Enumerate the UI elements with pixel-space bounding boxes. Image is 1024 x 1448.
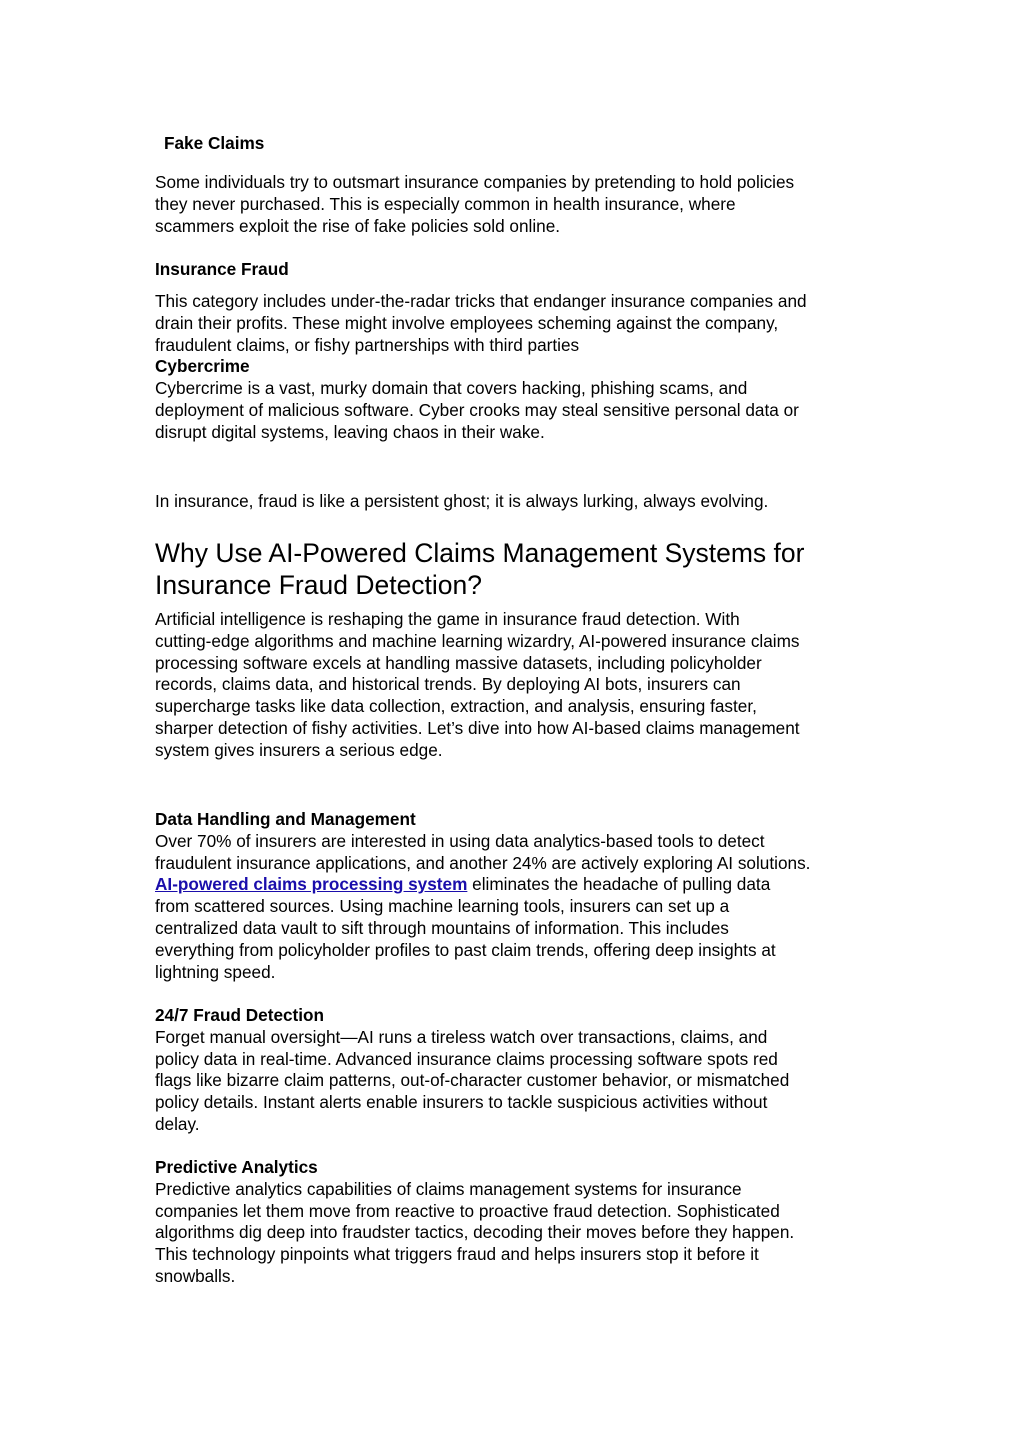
heading-line: Insurance Fraud Detection? — [155, 569, 483, 600]
data-handling-section — [155, 809, 810, 983]
paragraph-line: Cybercrime is a vast, murky domain that covers hacking, phishing scams, and — [155, 378, 748, 399]
paragraph-line: cutting-edge algorithms and machine learning wizardry, AI-powered insurance claims — [155, 630, 800, 651]
paragraph-line: This category includes under-the-radar tricks that endanger insurance companies and — [155, 291, 807, 311]
paragraph-line: companies let them move from reactive to proactive fraud detection. Sophisticated — [155, 1200, 780, 1221]
paragraph-line: centralized data vault to sift through mountains of information. This includes — [155, 917, 729, 938]
paragraph-line: fraudulent insurance applications, and another 24% are actively exploring AI solutions. — [155, 852, 811, 873]
paragraph-line: Artificial intelligence is reshaping the game in insurance fraud detection. With — [155, 609, 740, 629]
section-heading: Cybercrime — [155, 356, 250, 377]
paragraph-line: everything from policyholder profiles to past claim trends, offering deep insights at — [155, 939, 776, 960]
section-heading: Fake Claims — [164, 133, 265, 153]
section-heading: Predictive Analytics — [155, 1157, 318, 1177]
section-heading: 24/7 Fraud Detection — [155, 1005, 325, 1025]
paragraph-line: In insurance, fraud is like a persistent ghost; it is always lurking, always evolving. — [155, 491, 769, 511]
paragraph-line: snowballs. — [155, 1265, 236, 1286]
paragraph-line: flags like bizarre claim patterns, out-of-character customer behavior, or mismatched — [155, 1070, 790, 1091]
paragraph-line: scammers exploit the rise of fake policies sold online. — [155, 215, 561, 236]
paragraph-line: Predictive analytics capabilities of claims management systems for insurance — [155, 1178, 742, 1199]
paragraph-line: delay. — [155, 1113, 200, 1134]
paragraph-line: records, claims data, and historical trends. By deploying AI bots, insurers can — [155, 674, 741, 695]
paragraph-line: they never purchased. This is especially common in health insurance, where — [155, 193, 736, 214]
section-heading: Insurance Fraud — [155, 259, 289, 279]
paragraph-line: sharper detection of fishy activities. Let’s dive into how AI-based claims management — [155, 717, 800, 738]
insurance-fraud-heading — [155, 259, 289, 281]
fraud-detection-section — [155, 1005, 789, 1136]
paragraph-line: system gives insurers a serious edge. — [155, 739, 443, 760]
section-heading: Data Handling and Management — [155, 809, 416, 829]
paragraph-line: policy data in real-time. Advanced insurance claims processing software spots red — [155, 1048, 778, 1069]
fake-claims-body — [155, 172, 794, 237]
paragraph-line: policy details. Instant alerts enable insurers to tackle suspicious activities without — [155, 1092, 768, 1113]
insurance-fraud-body — [155, 291, 807, 444]
ghost-paragraph — [155, 491, 768, 513]
paragraph-line: disrupt digital systems, leaving chaos in their wake. — [155, 421, 545, 442]
paragraph-line: supercharge tasks like data collection, extraction, and analysis, ensuring faster, — [155, 696, 757, 717]
paragraph-line: Over 70% of insurers are interested in using data analytics-based tools to detect — [155, 830, 765, 851]
paragraph-line-with-link — [155, 874, 810, 896]
paragraph-line: This technology pinpoints what triggers fraud and helps insurers stop it before it — [155, 1244, 759, 1265]
heading-line: Why Use AI-Powered Claims Management Systems for — [155, 538, 805, 568]
paragraph-line: deployment of malicious software. Cyber crooks may steal sensitive personal data or — [155, 399, 799, 420]
paragraph-line: Forget manual oversight—AI runs a tireless watch over transactions, claims, and — [155, 1026, 768, 1047]
paragraph-line: fraudulent claims, or fishy partnerships with third parties — [155, 334, 580, 355]
predictive-section — [155, 1157, 794, 1288]
paragraph-line: drain their profits. These might involve employees scheming against the company, — [155, 312, 779, 333]
link-tail-text: eliminates the headache of pulling data — [467, 874, 771, 895]
why-ai-body — [155, 609, 800, 762]
paragraph-line: from scattered sources. Using machine learning tools, insurers can set up a — [155, 896, 730, 917]
paragraph-line: algorithms dig deep into fraudster tactics, decoding their moves before they happen. — [155, 1222, 795, 1243]
fake-claims-heading — [164, 133, 264, 155]
why-ai-heading — [155, 538, 804, 601]
paragraph-line: processing software excels at handling massive datasets, including policyholder — [155, 652, 762, 673]
claims-processing-link[interactable]: AI-powered claims processing system — [155, 874, 468, 895]
paragraph-line: lightning speed. — [155, 961, 276, 982]
paragraph-line: Some individuals try to outsmart insurance companies by pretending to hold policies — [155, 172, 795, 192]
